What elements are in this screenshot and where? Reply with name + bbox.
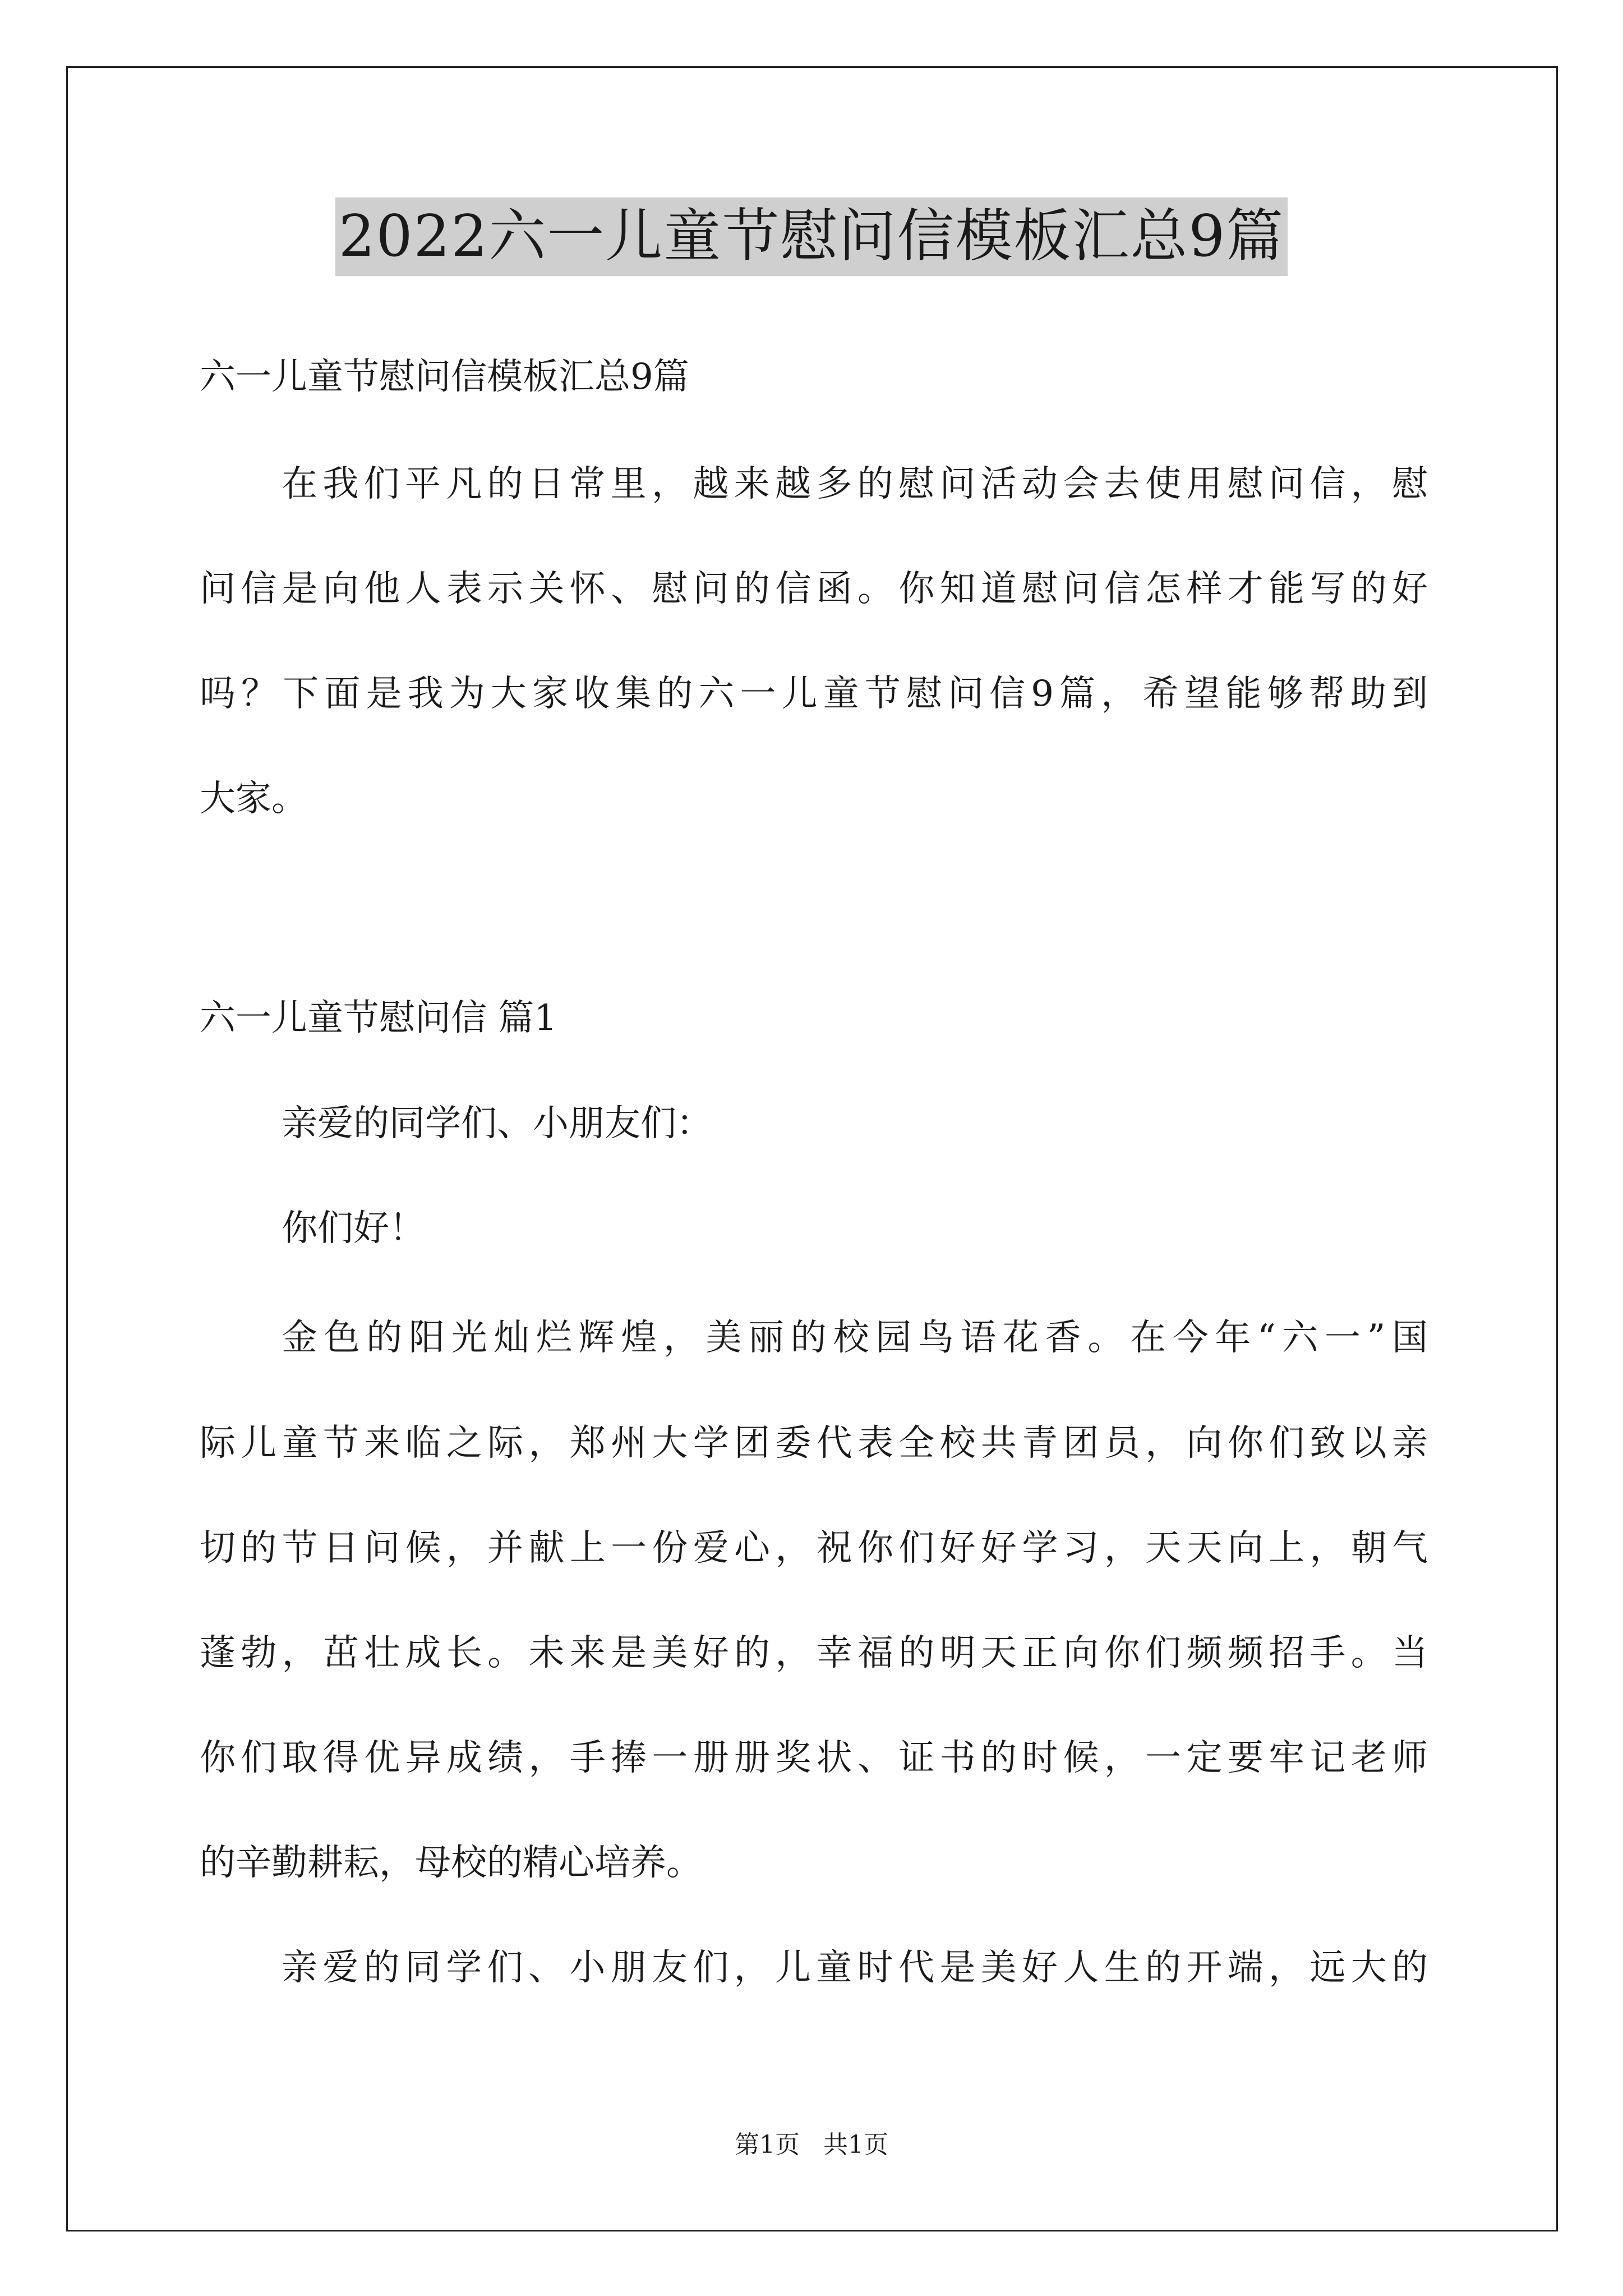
paragraph-line: 的辛勤耕耘，母校的精心培养。 xyxy=(200,1842,702,1884)
salutation: 亲爱的同学们、小朋友们： xyxy=(282,1103,712,1144)
intro-line: 吗？下面是我为大家收集的六一儿童节慰问信9篇，希望能够帮助到 xyxy=(200,673,1428,715)
document-subtitle: 六一儿童节慰问信模板汇总9篇 xyxy=(200,356,689,398)
page-footer xyxy=(0,2128,1623,2162)
document-title xyxy=(0,197,1623,276)
paragraph-line: 你们取得优异成绩，手捧一册册奖状、证书的时候，一定要牢记老师 xyxy=(200,1737,1428,1779)
paragraph-line: 亲爱的同学们、小朋友们，儿童时代是美好人生的开端，远大的 xyxy=(282,1947,1428,1989)
intro-line: 大家。 xyxy=(200,778,307,820)
page-number-total: 共1页 xyxy=(823,2131,888,2159)
intro-line: 在我们平凡的日常里，越来越多的慰问活动会去使用慰问信，慰 xyxy=(282,463,1428,505)
greeting: 你们好！ xyxy=(282,1208,425,1249)
section-heading: 六一儿童节慰问信 篇1 xyxy=(200,997,557,1039)
paragraph-line: 金色的阳光灿烂辉煌，美丽的校园鸟语花香。在今年“六一”国 xyxy=(282,1317,1428,1359)
paragraph-line: 蓬勃，茁壮成长。未来是美好的，幸福的明天正向你们频频招手。当 xyxy=(200,1632,1428,1674)
paragraph-line: 际儿童节来临之际，郑州大学团委代表全校共青团员，向你们致以亲 xyxy=(200,1423,1428,1464)
intro-line: 问信是向他人表示关怀、慰问的信函。你知道慰问信怎样才能写的好 xyxy=(200,568,1428,610)
page-number-current: 第1页 xyxy=(735,2131,800,2159)
document-title-text: 2022六一儿童节慰问信模板汇总9篇 xyxy=(335,197,1288,276)
paragraph-line: 切的节日问候，并献上一份爱心，祝你们好好学习，天天向上，朝气 xyxy=(200,1527,1428,1569)
